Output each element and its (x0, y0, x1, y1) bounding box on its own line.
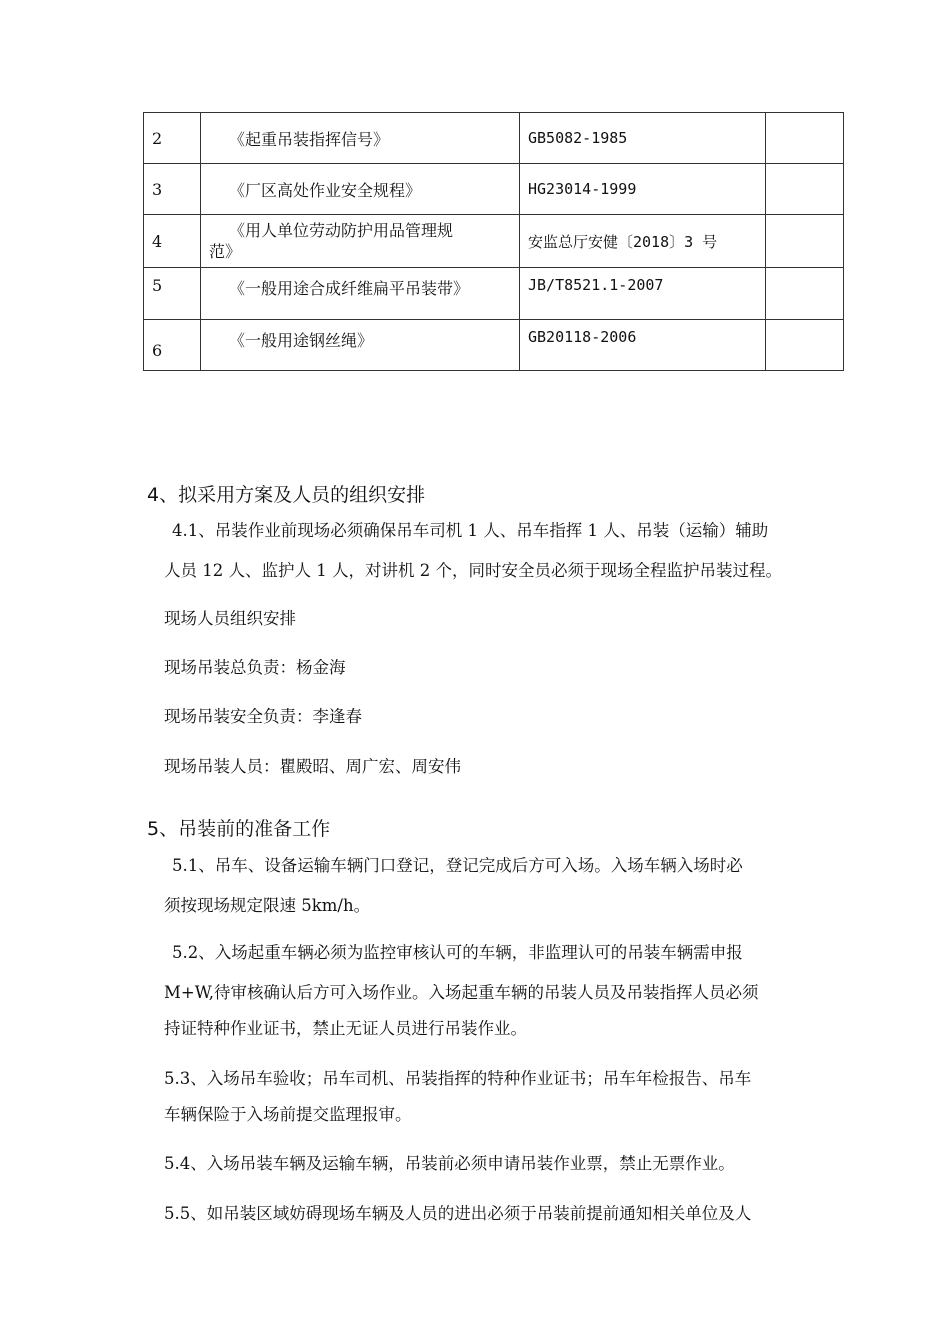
standard-code: GB20118-2006 (520, 320, 766, 371)
table-row (144, 320, 844, 371)
paragraph-line: M+W,待审核确认后方可入场作业。入场起重车辆的吊装人员及吊装指挥人员必须 (164, 983, 759, 1002)
table-row (144, 164, 844, 215)
paragraph-line: 须按现场规定限速 5km/h。 (164, 896, 371, 915)
standard-name (201, 215, 520, 268)
paragraph-line: 车辆保险于入场前提交监理报审。 (164, 1105, 412, 1124)
org-title: 现场人员组织安排 (164, 609, 296, 628)
safety-line: 现场吊装安全负责：李逢春 (164, 707, 362, 726)
chief-line: 现场吊装总负责：杨金海 (164, 658, 346, 677)
standards-table (143, 112, 844, 371)
table-row (144, 268, 844, 320)
paragraph-line: 5.5、如吊装区域妨碍现场车辆及人员的进出必须于吊装前提前通知相关单位及人 (164, 1204, 752, 1223)
standard-name: 《一般用途钢丝绳》 (201, 320, 520, 371)
row-number: 4 (144, 215, 201, 268)
note-cell (766, 215, 844, 268)
standard-code: HG23014-1999 (520, 164, 766, 215)
standard-code: GB5082-1985 (520, 113, 766, 164)
row-number: 2 (144, 113, 201, 164)
paragraph-line: 5.3、入场吊车验收；吊车司机、吊装指挥的特种作业证书；吊车年检报告、吊车 (164, 1069, 752, 1088)
standard-code: JB/T8521.1-2007 (520, 268, 766, 320)
note-cell (766, 268, 844, 320)
paragraph-line: 5.4、入场吊装车辆及运输车辆，吊装前必须申请吊装作业票，禁止无票作业。 (164, 1154, 735, 1173)
standard-name: 《起重吊装指挥信号》 (201, 113, 520, 164)
paragraph-line: 持证特种作业证书，禁止无证人员进行吊装作业。 (164, 1019, 527, 1038)
table-row (144, 215, 844, 268)
note-cell (766, 320, 844, 371)
section-4-heading: 4、拟采用方案及人员的组织安排 (147, 484, 426, 506)
standard-name-line: 《用人单位劳动防护用品管理规 (229, 221, 454, 240)
standard-code: 安监总厅安健〔2018〕3 号 (520, 215, 766, 268)
paragraph-line: 人员 12 人、监护人 1 人，对讲机 2 个，同时安全员必须于现场全程监护吊装过程。 (164, 561, 782, 580)
table-row (144, 113, 844, 164)
standard-name: 《厂区高处作业安全规程》 (201, 164, 520, 215)
paragraph-line: 4.1、吊装作业前现场必须确保吊车司机 1 人、吊车指挥 1 人、吊装（运输）辅助 (172, 521, 769, 540)
paragraph-line: 5.1、吊车、设备运输车辆门口登记，登记完成后方可入场。入场车辆入场时必 (172, 856, 743, 875)
section-5-heading: 5、吊装前的准备工作 (147, 818, 331, 840)
row-number: 6 (144, 320, 201, 371)
standard-name-line: 范》 (209, 242, 242, 261)
staff-line: 现场吊装人员：瞿殿昭、周广宏、周安伟 (164, 757, 461, 776)
note-cell (766, 113, 844, 164)
paragraph-line: 5.2、入场起重车辆必须为监控审核认可的车辆，非监理认可的吊装车辆需申报 (172, 943, 743, 962)
note-cell (766, 164, 844, 215)
row-number: 3 (144, 164, 201, 215)
row-number: 5 (144, 268, 201, 320)
standard-name: 《一般用途合成纤维扁平吊装带》 (201, 268, 520, 320)
